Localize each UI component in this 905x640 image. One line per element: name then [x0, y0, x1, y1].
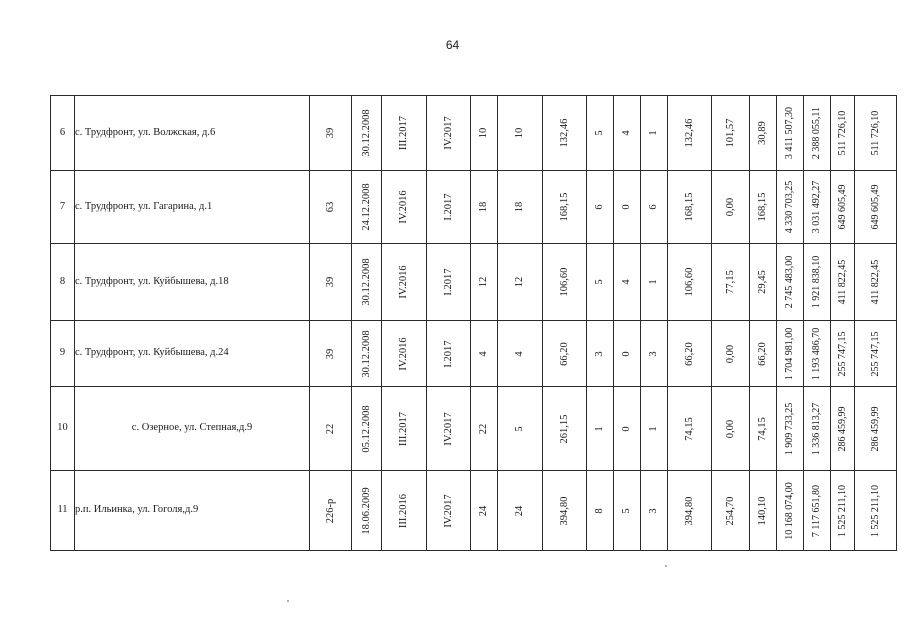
value-cell — [498, 471, 543, 551]
address-cell: с. Трудфронт, ул. Куйбышева, д.24 — [75, 321, 310, 387]
value-cell — [471, 387, 498, 471]
value-cell — [641, 387, 668, 471]
value-cell — [750, 471, 777, 551]
value-text: 168,15 — [756, 192, 768, 222]
value-cell — [712, 321, 750, 387]
value-cell — [777, 171, 804, 244]
value-text: 168,15 — [683, 192, 695, 222]
value-cell — [352, 471, 382, 551]
value-cell — [382, 96, 427, 171]
value-cell — [668, 321, 712, 387]
value-text: 511 726,10 — [836, 110, 848, 156]
value-cell — [777, 96, 804, 171]
value-text: 0 — [620, 350, 632, 357]
value-text: 394,80 — [558, 496, 570, 525]
row-number: 8 — [51, 244, 75, 321]
value-cell — [310, 471, 352, 551]
value-cell — [777, 321, 804, 387]
value-cell — [498, 321, 543, 387]
value-cell — [543, 321, 587, 387]
value-cell — [543, 387, 587, 471]
value-cell — [382, 171, 427, 244]
value-text: I.2017 — [442, 193, 454, 221]
value-text: 18 — [513, 201, 525, 213]
value-cell — [427, 321, 471, 387]
value-text: 255 747,15 — [836, 331, 848, 376]
value-text: 5 — [513, 425, 525, 432]
value-text: III.2016 — [397, 493, 409, 528]
value-cell — [310, 244, 352, 321]
value-text: 1 525 211,10 — [836, 484, 848, 537]
value-cell — [712, 171, 750, 244]
value-text: 3 031 492,27 — [811, 180, 822, 234]
value-cell — [498, 96, 543, 171]
value-text: 101,57 — [724, 118, 736, 148]
value-text: 286 459,99 — [836, 406, 848, 451]
value-cell — [750, 387, 777, 471]
value-text: 4 — [620, 130, 632, 136]
value-cell — [382, 321, 427, 387]
value-text: 1 — [647, 279, 659, 285]
value-text: 1 704 981,00 — [784, 327, 795, 380]
value-cell — [641, 321, 668, 387]
value-text: 66,20 — [558, 341, 570, 366]
address-cell: с. Трудфронт, ул. Куйбышева, д.18 — [75, 244, 310, 321]
value-cell — [587, 96, 614, 171]
table-row — [51, 171, 897, 244]
value-text: 63 — [324, 201, 336, 213]
value-cell — [587, 321, 614, 387]
value-text: 12 — [513, 276, 525, 288]
value-cell — [855, 96, 897, 171]
value-text: I.2017 — [442, 268, 454, 296]
value-cell — [831, 171, 855, 244]
value-cell — [382, 471, 427, 551]
value-text: 8 — [593, 507, 605, 514]
scan-speck — [665, 565, 667, 567]
value-cell — [777, 387, 804, 471]
value-text: 132,46 — [683, 118, 695, 148]
value-cell — [750, 244, 777, 321]
value-text: IV.2016 — [397, 265, 409, 299]
value-cell — [587, 471, 614, 551]
address-cell: с. Озерное, ул. Степная,д.9 — [75, 387, 310, 471]
value-cell — [641, 171, 668, 244]
value-cell — [543, 471, 587, 551]
value-text: 1 — [647, 130, 659, 136]
value-cell — [310, 387, 352, 471]
value-cell — [804, 244, 831, 321]
value-text: 0,00 — [724, 197, 736, 217]
value-cell — [750, 321, 777, 387]
value-cell — [614, 171, 641, 244]
value-text: 6 — [647, 204, 659, 210]
value-cell — [614, 321, 641, 387]
value-text: 05.12.2008 — [360, 404, 372, 453]
value-cell — [471, 471, 498, 551]
apartment-register-table — [50, 95, 881, 550]
value-text: 106,60 — [683, 267, 695, 297]
value-text: 261,15 — [558, 414, 570, 443]
value-cell — [668, 96, 712, 171]
value-text: 4 330 703,25 — [784, 180, 795, 234]
value-cell — [543, 171, 587, 244]
value-text: 3 — [593, 350, 605, 357]
value-cell — [804, 387, 831, 471]
value-text: 39 — [324, 348, 336, 359]
value-cell — [427, 244, 471, 321]
value-text: III.2017 — [397, 115, 409, 151]
value-cell — [804, 96, 831, 171]
value-text: 30,89 — [756, 121, 768, 145]
value-cell — [855, 471, 897, 551]
value-cell — [498, 244, 543, 321]
value-cell — [587, 387, 614, 471]
value-text: 1 525 211,10 — [869, 484, 881, 537]
value-text: 3 411 507,30 — [784, 106, 795, 160]
value-text: 5 — [593, 130, 605, 136]
value-cell — [471, 171, 498, 244]
value-cell — [712, 387, 750, 471]
value-cell — [855, 244, 897, 321]
value-text: IV.2017 — [442, 493, 454, 528]
value-cell — [614, 387, 641, 471]
address-cell: с. Трудфронт, ул. Волжская, д.6 — [75, 96, 310, 171]
value-cell — [712, 244, 750, 321]
value-cell — [587, 244, 614, 321]
value-text: 286 459,99 — [869, 406, 881, 451]
value-cell — [471, 321, 498, 387]
value-text: 394,80 — [683, 496, 695, 525]
row-number: 11 — [51, 471, 75, 551]
value-cell — [777, 244, 804, 321]
value-text: 1 — [593, 425, 605, 432]
value-cell — [668, 244, 712, 321]
value-text: 3 — [647, 507, 659, 514]
value-text: IV.2016 — [397, 190, 409, 224]
value-text: 226-р — [324, 498, 336, 523]
value-text: 10 — [513, 127, 525, 139]
value-text: 6 — [593, 204, 605, 210]
value-text: 1 921 838,10 — [811, 255, 822, 309]
value-text: 5 — [593, 279, 605, 285]
value-cell — [668, 171, 712, 244]
value-cell — [427, 171, 471, 244]
value-text: 18 — [477, 201, 489, 213]
value-text: 411 822,45 — [869, 259, 881, 305]
value-text: 3 — [647, 350, 659, 357]
value-text: 0 — [620, 204, 632, 210]
row-number: 7 — [51, 171, 75, 244]
value-text: 254,70 — [724, 496, 736, 525]
value-cell — [310, 96, 352, 171]
value-text: 1 909 733,25 — [784, 402, 795, 455]
value-text: 12 — [477, 276, 489, 288]
value-text: 30.12.2008 — [360, 258, 372, 306]
register-table — [50, 95, 897, 551]
value-text: 649 605,49 — [836, 184, 848, 230]
value-text: 168,15 — [558, 192, 570, 222]
value-cell — [614, 96, 641, 171]
value-text: 2 745 483,00 — [784, 255, 795, 309]
value-cell — [641, 96, 668, 171]
value-cell — [750, 171, 777, 244]
value-text: 10 — [477, 127, 489, 139]
value-cell — [641, 244, 668, 321]
value-text: 4 — [477, 350, 489, 357]
value-cell — [498, 171, 543, 244]
value-cell — [614, 471, 641, 551]
value-cell — [855, 387, 897, 471]
value-text: 24 — [513, 505, 525, 516]
value-text: 22 — [324, 423, 336, 434]
value-cell — [712, 471, 750, 551]
value-text: I.2017 — [442, 339, 454, 368]
value-text: 0,00 — [724, 419, 736, 438]
value-text: 24 — [477, 505, 489, 516]
value-text: IV.2017 — [442, 116, 454, 150]
table-row — [51, 96, 897, 171]
value-text: 39 — [324, 127, 336, 139]
value-text: 4 — [620, 279, 632, 285]
value-text: 0,00 — [724, 344, 736, 363]
value-cell — [804, 471, 831, 551]
scan-speck — [287, 600, 289, 602]
value-cell — [831, 244, 855, 321]
value-cell — [831, 96, 855, 171]
row-number: 6 — [51, 96, 75, 171]
table-row — [51, 387, 897, 471]
value-text: 1 336 813,27 — [811, 402, 822, 455]
value-text: 4 — [513, 350, 525, 357]
value-cell — [352, 387, 382, 471]
value-text: 18.06.2009 — [360, 486, 372, 535]
value-text: 411 822,45 — [836, 259, 848, 305]
table-body — [51, 96, 897, 551]
value-cell — [855, 171, 897, 244]
value-cell — [310, 321, 352, 387]
value-text: 39 — [324, 276, 336, 288]
address-cell: р.п. Ильинка, ул. Гоголя,д.9 — [75, 471, 310, 551]
table-row — [51, 321, 897, 387]
value-cell — [471, 96, 498, 171]
value-text: 77,15 — [724, 270, 736, 294]
value-cell — [804, 321, 831, 387]
row-number: 10 — [51, 387, 75, 471]
value-cell — [352, 244, 382, 321]
value-text: 30.12.2008 — [360, 109, 372, 157]
value-cell — [831, 471, 855, 551]
value-cell — [543, 244, 587, 321]
value-cell — [427, 387, 471, 471]
value-text: IV.2017 — [442, 411, 454, 446]
value-cell — [382, 387, 427, 471]
value-text: 30.12.2008 — [360, 329, 372, 378]
value-cell — [668, 387, 712, 471]
value-text: 132,46 — [558, 118, 570, 148]
value-cell — [352, 321, 382, 387]
value-text: 649 605,49 — [869, 184, 881, 230]
value-text: 255 747,15 — [869, 331, 881, 376]
value-cell — [352, 96, 382, 171]
value-text: 0 — [620, 425, 632, 432]
value-cell — [352, 171, 382, 244]
value-text: 1 — [647, 425, 659, 432]
value-cell — [382, 244, 427, 321]
value-cell — [310, 171, 352, 244]
table-row — [51, 471, 897, 551]
value-cell — [543, 96, 587, 171]
value-cell — [641, 471, 668, 551]
value-text: 7 117 651,80 — [811, 484, 822, 537]
page-number: 64 — [445, 38, 460, 52]
value-text: 10 168 074,00 — [784, 481, 795, 540]
value-text: 511 726,10 — [869, 110, 881, 156]
value-text: 74,15 — [683, 416, 695, 441]
value-cell — [855, 321, 897, 387]
value-text: IV.2016 — [397, 336, 409, 371]
table-row — [51, 244, 897, 321]
value-text: 24.12.2008 — [360, 183, 372, 231]
value-cell — [614, 244, 641, 321]
value-text: 66,20 — [756, 341, 768, 366]
value-cell — [427, 96, 471, 171]
value-cell — [831, 387, 855, 471]
value-cell — [712, 96, 750, 171]
value-text: 66,20 — [683, 341, 695, 366]
value-text: 106,60 — [558, 267, 570, 297]
value-text: 29,45 — [756, 270, 768, 294]
value-cell — [777, 471, 804, 551]
value-text: 5 — [620, 507, 632, 514]
value-text: III.2017 — [397, 411, 409, 446]
value-text: 22 — [477, 423, 489, 434]
value-cell — [750, 96, 777, 171]
value-cell — [831, 321, 855, 387]
value-cell — [587, 171, 614, 244]
value-cell — [668, 471, 712, 551]
value-cell — [427, 471, 471, 551]
address-cell: с. Трудфронт, ул. Гагарина, д.1 — [75, 171, 310, 244]
value-text: 1 193 486,70 — [811, 327, 822, 380]
value-text: 2 388 055,11 — [811, 106, 822, 160]
row-number: 9 — [51, 321, 75, 387]
value-text: 140,10 — [756, 496, 768, 525]
value-cell — [471, 244, 498, 321]
value-cell — [498, 387, 543, 471]
value-text: 74,15 — [756, 416, 768, 441]
value-cell — [804, 171, 831, 244]
